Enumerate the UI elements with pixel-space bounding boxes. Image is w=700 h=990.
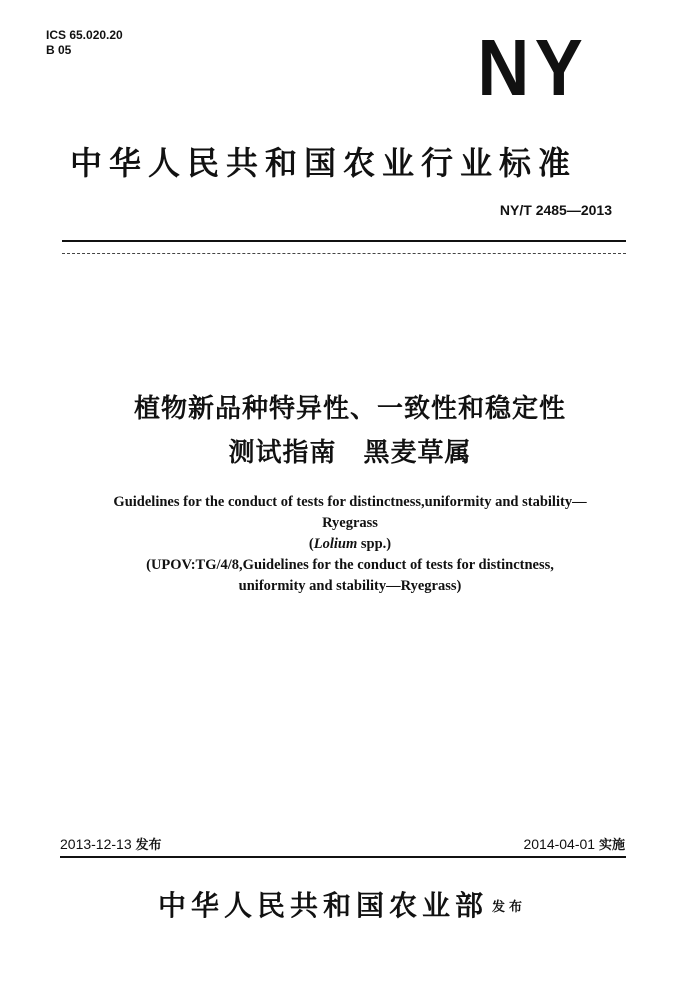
issue-date: 2013-12-13 (60, 836, 132, 852)
issue-label: 发布 (135, 838, 162, 853)
en-title-line-4: (UPOV:TG/4/8,Guidelines for the conduct of tests for distinctness, (146, 557, 554, 573)
effective-date-row (523, 834, 625, 853)
standard-number: NY/T 2485—2013 (499, 202, 612, 218)
top-divider (62, 240, 626, 244)
zh-title-line-2: 测试指南 黑麦草属 (228, 438, 472, 468)
ministry-name: 中华人民共和国农业部 (158, 889, 489, 922)
en-title-line-3 (0, 534, 700, 555)
top-dashed-divider (62, 253, 626, 254)
en-title-line-5: uniformity and stability—Ryegrass) (238, 578, 462, 594)
standard-title: 中华人民共和国农业行业标准 (70, 144, 578, 182)
latin-name: Lolium (313, 536, 358, 552)
zh-title-line-1: 植物新品种特异性、一致性和稳定性 (133, 394, 566, 424)
effective-label: 实施 (598, 838, 625, 853)
bottom-divider (60, 856, 626, 858)
en-title-line-1: Guidelines for the conduct of tests for distinctness,uniformity and stability— (113, 494, 587, 510)
en-title-line-2: Ryegrass (322, 515, 378, 531)
en-paren-open: ( (308, 536, 314, 552)
ny-logo: NY (477, 23, 588, 112)
effective-date: 2014-04-01 (523, 836, 596, 852)
publish-label: 发布 (492, 900, 527, 915)
issue-date-row (60, 834, 162, 853)
ics-block (46, 28, 123, 58)
ics-code: ICS 65.020.20 (46, 28, 123, 42)
classification-code: B 05 (46, 43, 72, 57)
english-title (0, 492, 700, 597)
en-species-suffix: spp.) (357, 536, 392, 552)
